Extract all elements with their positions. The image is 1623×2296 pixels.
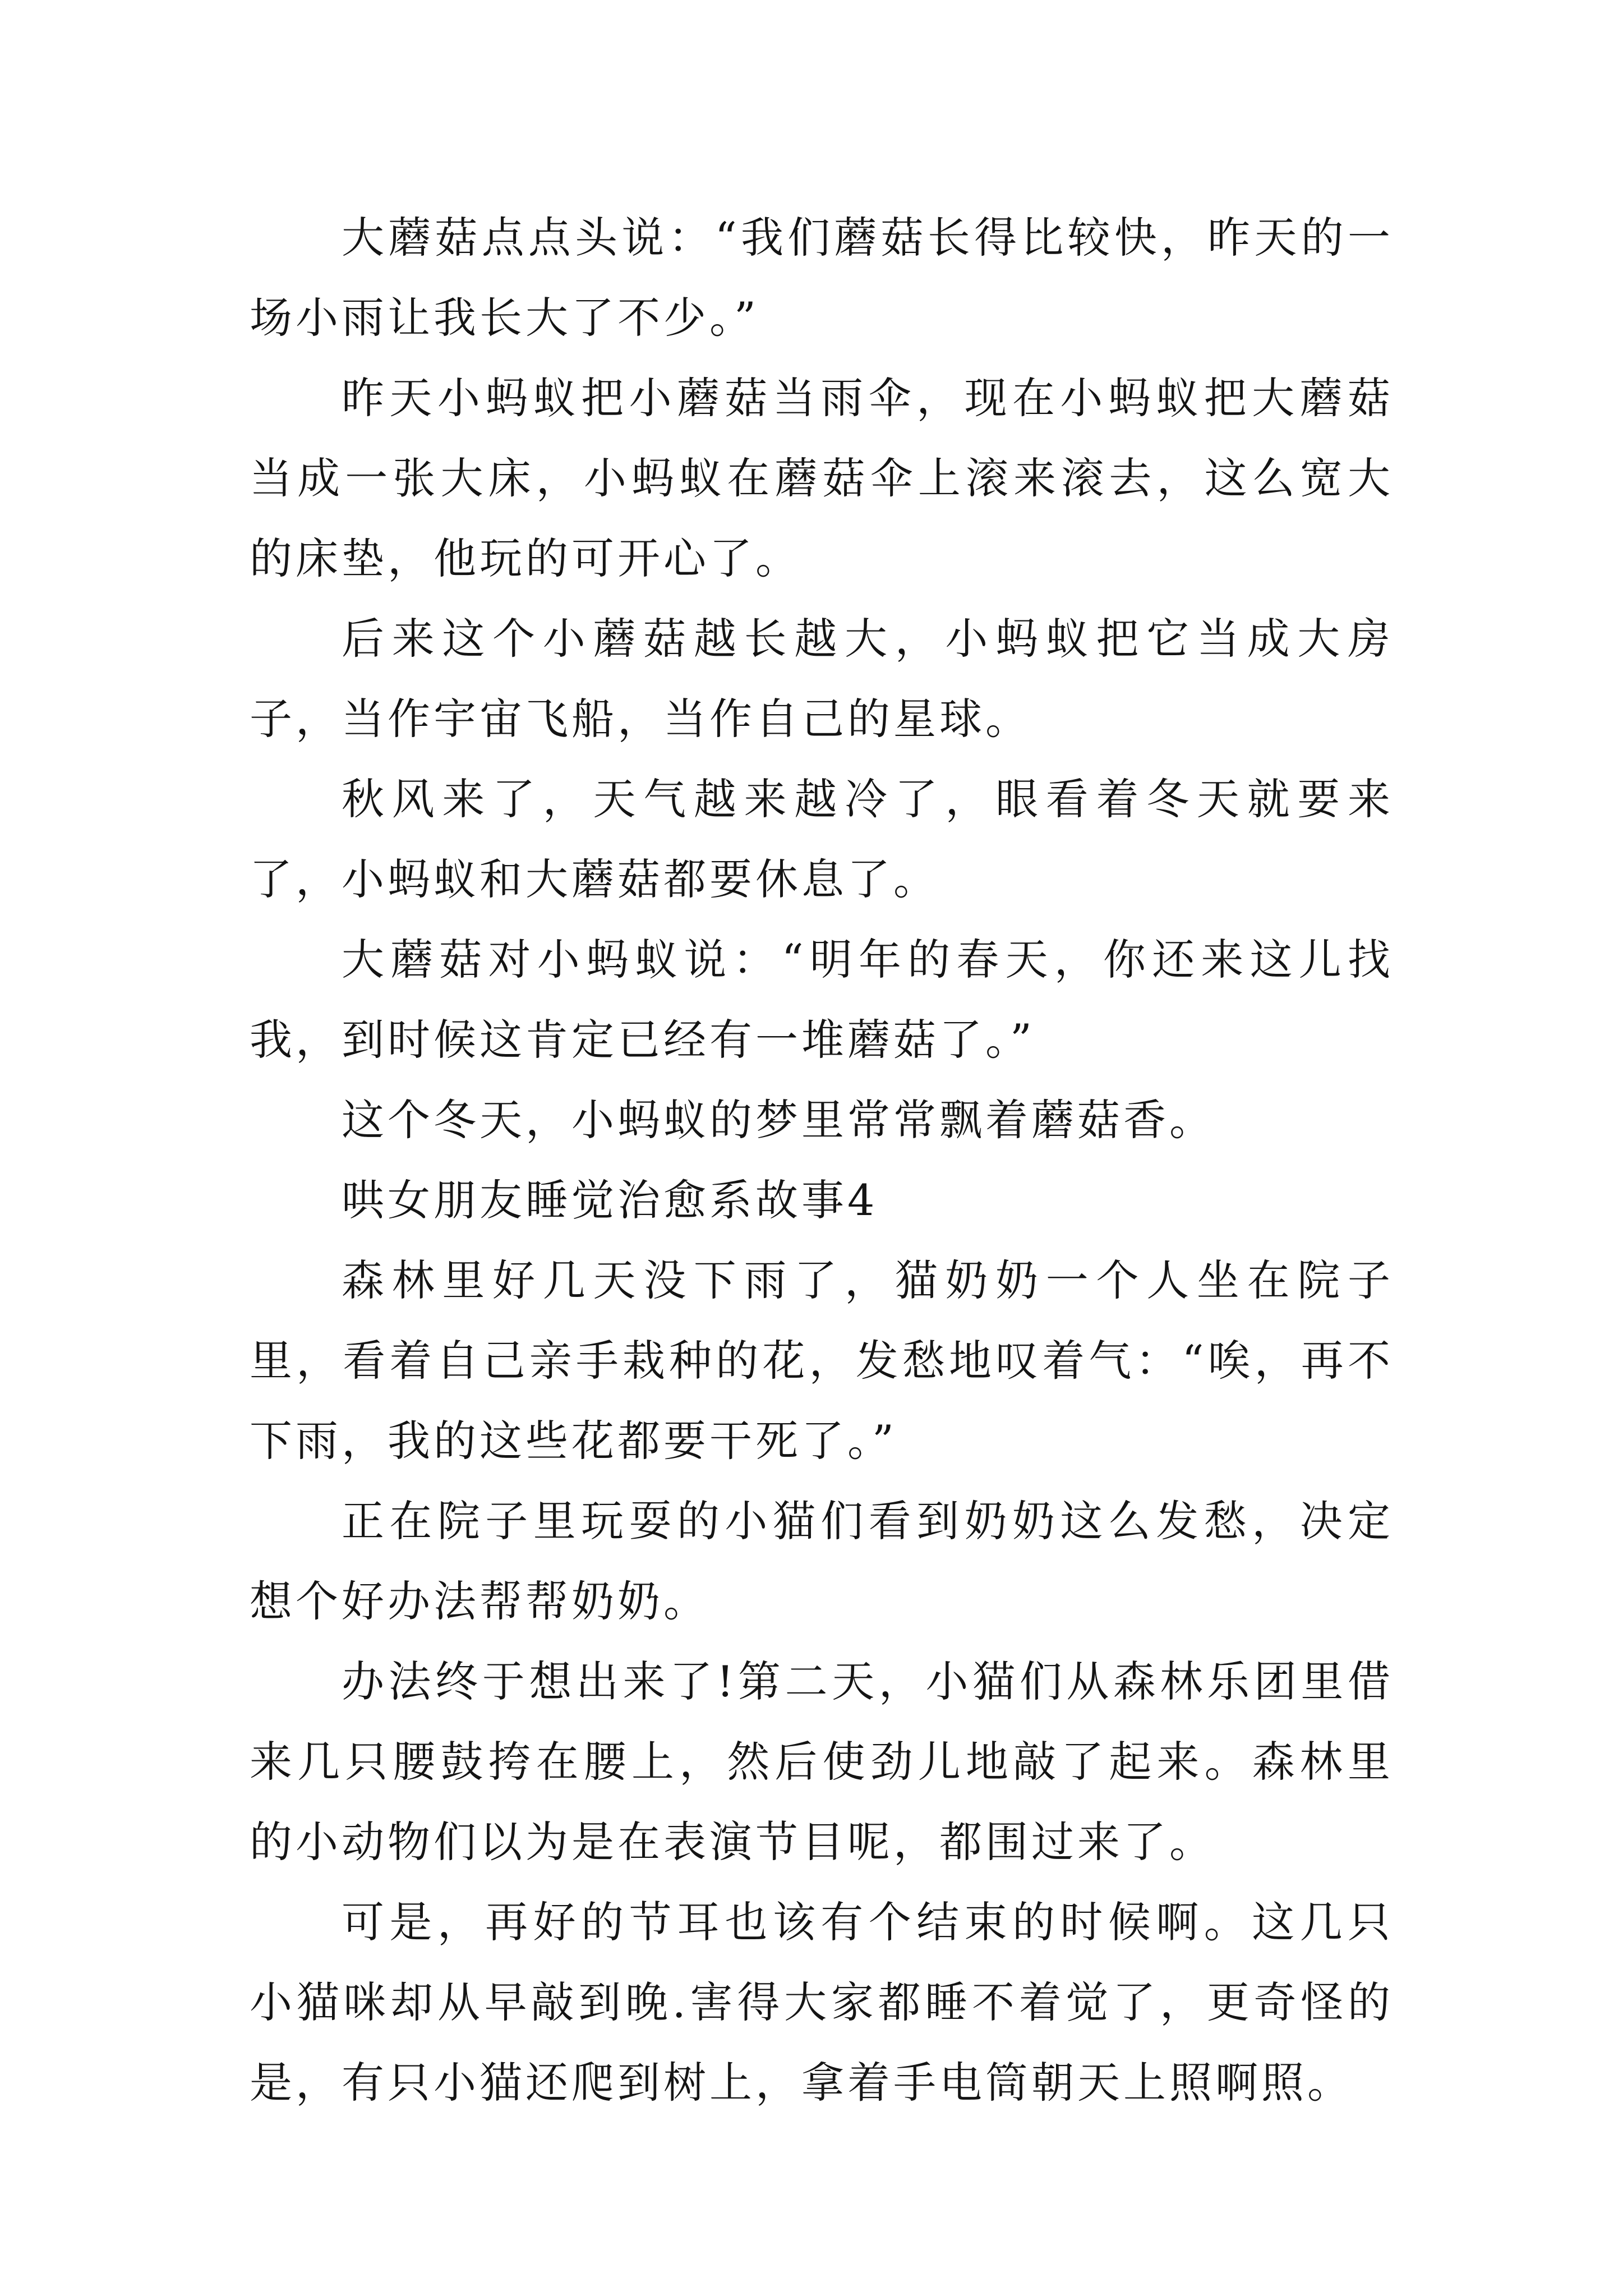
paragraph: 昨天小蚂蚁把小蘑菇当雨伞，现在小蚂蚁把大蘑菇当成一张大床，小蚂蚁在蘑菇伞上滚来滚去，这么宽大的床垫，他玩的可开心了。 (250, 373, 1394, 583)
paragraph: 大蘑菇对小蚂蚁说：“明年的春天，你还来这儿找我，到时候这肯定已经有一堆蘑菇了。” (250, 935, 1394, 1065)
paragraph: 后来这个小蘑菇越长越大，小蚂蚁把它当成大房子，当作宇宙飞船，当作自己的星球。 (250, 614, 1394, 744)
body-text (250, 197, 1394, 2123)
paragraph: 森林里好几天没下雨了，猫奶奶一个人坐在院子里，看着自己亲手栽种的花，发愁地叹着气：“唉，再不下雨，我的这些花都要干死了。” (250, 1255, 1394, 1466)
section-heading: 哄女朋友睡觉治愈系故事4 (342, 1175, 878, 1225)
paragraph: 这个冬天，小蚂蚁的梦里常常飘着蘑菇香。 (342, 1095, 1215, 1145)
paragraph: 秋风来了，天气越来越冷了，眼看着冬天就要来了，小蚂蚁和大蘑菇都要休息了。 (250, 774, 1394, 904)
paragraph: 可是，再好的节耳也该有个结束的时候啊。这几只小猫咪却从早敲到晚.害得大家都睡不着觉了，更奇怪的是，有只小猫还爬到树上，拿着手电筒朝天上照啊照。 (250, 1897, 1394, 2108)
paragraph: 正在院子里玩耍的小猫们看到奶奶这么发愁，决定想个好办法帮帮奶奶。 (250, 1496, 1394, 1626)
paragraph: 大蘑菇点点头说：“我们蘑菇长得比较快，昨天的一场小雨让我长大了不少。” (250, 213, 1394, 343)
paragraph: 办法终于想出来了!第二天，小猫们从森林乐团里借来几只腰鼓挎在腰上，然后使劲儿地敲了起来。森林里的小动物们以为是在表演节目呢，都围过来了。 (250, 1657, 1394, 1867)
